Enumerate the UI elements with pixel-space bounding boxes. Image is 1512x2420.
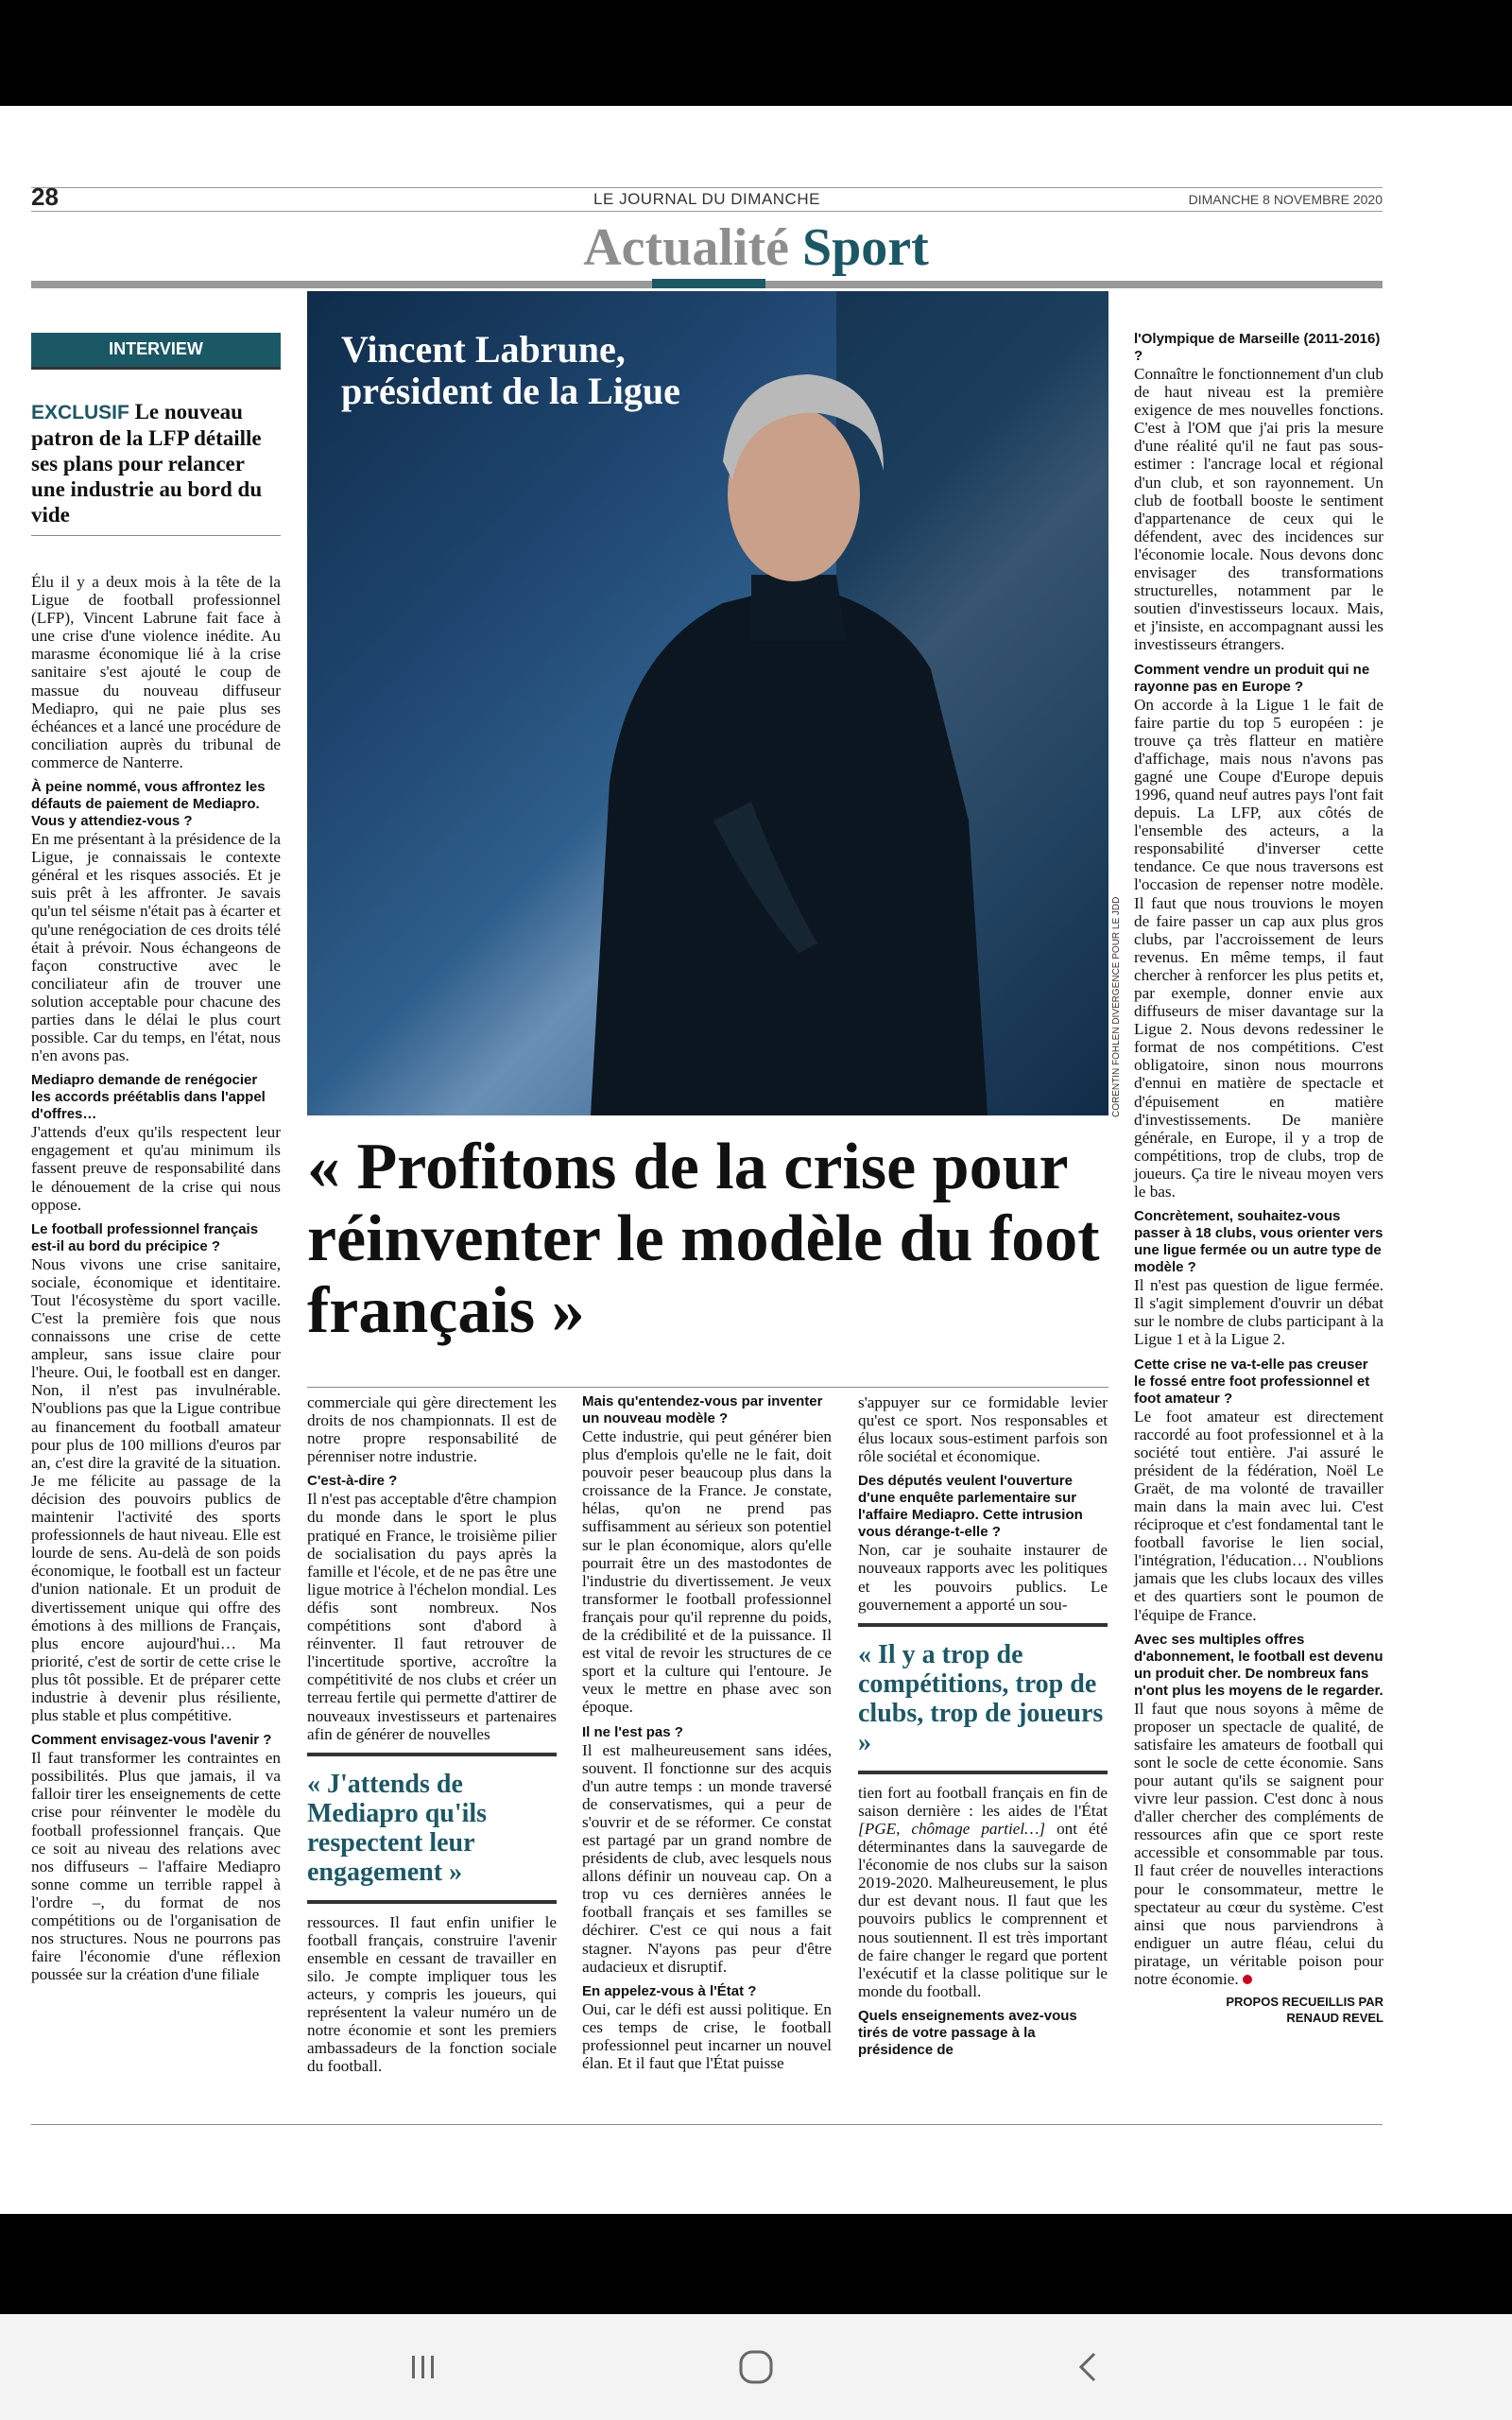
question: Concrètement, souhaitez-vous passer à 18 clubs, vous orienter vers une ligue fermée ou un autre type de modèle ? xyxy=(1134,1208,1383,1276)
photo-credit: CORENTIN FOHLEN DIVERGENCE POUR LE JDD xyxy=(1111,896,1122,1117)
answer-text: tien fort au football français en fin de saison dernière : les aides de l'État xyxy=(858,1783,1108,1820)
recent-apps-icon xyxy=(404,2348,442,2386)
answer-text: ont été déterminantes dans la sauvegarde de l'économie de nos clubs sur la saison 2019-2020. Malheureusement, le plus dur est devant nous. Il faut que les pouvoirs publics le comprennent et nous soutiennent. Il est très important de faire changer le regard que portent l'exécutif et la classe politique sur le monde du football. xyxy=(858,1819,1108,2000)
answer: J'attends d'eux qu'ils respectent leur engagement et qu'au minimum ils fassent preuve de responsabilité dans le dénouement de la crise qui nous oppose. xyxy=(31,1123,281,1214)
answer: Nous vivons une crise sanitaire, sociale, économique et identitaire. Tout l'écosystème du sport vacille. C'est la première fois que nous connaissons une crise de cette ampleur, sans issue claire pour l'heure. Oui, le football est en danger. Non, il n'est pas invulnérable. N'oublions pas que la Ligue contribue au financement du football amateur pour plus de 100 millions d'euros par an, c'est dire la gravité de la situation. Je me félicite au passage de la décision des pouvoirs publics de maintenir l'activité des sports professionnels de haut niveau. Elle est lourde de sens. Au-delà de son poids économique, le football est un facteur d'union nationale. Et un produit de divertissement unique qui offre des émotions à des millions de Français, plus encore aujourd'hui… Ma priorité, c'est de sortir de cette crise le plus tôt possible. Et de préparer cette industrie à devenir plus résiliente, plus stable et plus compétitive. xyxy=(31,1254,281,1725)
answer: ressources. Il faut enfin unifier le football français, construire l'avenir ensemble en cessant de travailler en silo. Je compte impliquer tous les acteurs, y compris les joueurs, qui représentent la valeur numéro un de notre économie et sont les premiers ambassadeurs de la fonction sociale du football. xyxy=(307,1912,557,2076)
column-2 xyxy=(307,1393,557,2080)
question: Mediapro demande de renégocier les accords préétablis dans l'appel d'offres… xyxy=(31,1072,266,1123)
section-part-actualite: Actualité xyxy=(583,218,789,277)
question: Le football professionnel français est-il au bord du précipice ? xyxy=(31,1220,259,1254)
section-title xyxy=(0,217,1512,278)
page-bottom-rule xyxy=(31,2124,1383,2125)
column-5 xyxy=(1134,331,1383,2026)
back-button[interactable] xyxy=(1058,2337,1119,2397)
column-1 xyxy=(31,573,281,1987)
answer: Connaître le fonctionnement d'un club de haut niveau est la première exigence de mes nouvelles fonctions. C'est à l'OM que j'ai pris la mesure d'une réalité qu'il ne faut pas sous-estimer : l'ancrage local et régional d'un club, et son rayonnement. Un club de football booste le sentiment d'appartenance de ceux qui le défendent, avec des incidences sur l'économie locale. Nous devons donc envisager des transformations structurelles, notamment par le soutien d'investisseurs locaux. Mais, et j'insiste, en accompagnant aussi les investisseurs étrangers. xyxy=(1134,365,1383,654)
question: En appelez-vous à l'État ? xyxy=(582,1982,757,1999)
column-3 xyxy=(582,1393,832,2076)
answer: Il faut transformer les contraintes en possibilités. Plus que jamais, il va falloir tirer les enseignements de cette crise pour réinventer le modèle du football professionnel français. Que ce soit au niveau des relations avec nos diffuseurs – l'affaire Mediapro sonne comme un terrible rappel à l'ordre –, du format de nos compétitions ou de l'organisation de nos structures. Nous ne pourrons pas faire l'économie d'une réflexion poussée sur la création d'une filiale xyxy=(31,1749,281,1984)
answer-aside: [PGE, chômage partiel…] xyxy=(858,1819,1046,1838)
answer xyxy=(858,1784,1108,2000)
page-header xyxy=(31,182,1383,212)
photo-headline xyxy=(341,329,680,412)
answer: Oui, car le défi est aussi politique. En ces temps de crise, le football professionnel peut incarner un nouvel élan. Et il faut que l'État puisse xyxy=(582,1999,832,2072)
question: Quels enseignements avez-vous tirés de votre passage à la présidence de xyxy=(858,2007,1077,2058)
interview-tag: INTERVIEW xyxy=(31,333,281,367)
photo-headline-name: Vincent Labrune, xyxy=(341,328,626,371)
tag-underline xyxy=(31,367,281,370)
exclusive-label: EXCLUSIF xyxy=(31,402,129,424)
byline-label: PROPOS RECUEILLIS PAR xyxy=(1226,1995,1383,2010)
question: Comment envisagez-vous l'avenir ? xyxy=(31,1732,272,1749)
section-part-sport: Sport xyxy=(801,218,929,277)
answer-text: Il faut que nous soyons à même de proposer un spectacle de qualité, de satisfaire les amateurs de football qui sont le socle de cette économie. Sans pour autant qu'ils se saignent pour vivre leur passion. C'est donc à nous d'aller chercher des compléments de ressources afin que ce sport reste accessible et consommable par tous. Il faut créer de nouvelles interactions pour le consommateur, mettre le spectateur au cœur du système. C'est ainsi que nous parviendrons à endiguer un autre fléau, celui du piratage, un véritable poison pour notre économie. xyxy=(1134,1699,1383,1989)
article-lead xyxy=(31,399,281,527)
lead-divider xyxy=(31,535,281,536)
end-mark xyxy=(1243,1975,1252,1984)
byline-author: RENAUD REVEL xyxy=(1286,2011,1383,2026)
answer: Il est malheureusement sans idées, souvent. Il fonctionne sur des acquis d'un autre temps : un monde traversé de conservatismes, qui a peur de s'ouvrir et de se réformer. Ce constat est partagé par un grand nombre de présidents de club, avec lesquels nous allons définir un nouveau cap. On a trop vu ces dernières années le football français et ses familles se déchirer. C'est ce qui nous a fait stagner. N'ayons pas peur d'être audacieux et disruptif. xyxy=(582,1740,832,1976)
byline xyxy=(1134,1994,1383,2026)
intro-paragraph: Élu il y a deux mois à la tête de la Ligue de football professionnel (LFP), Vincent Labrune fait face à une crise d'une violence inédite. Au marasme économique lié à la crise sanitaire s'est ajouté le coup de massue du nouveau diffuseur Mediapro, qui ne paie plus ses échéances et a lancé une procédure de conciliation auprès du tribunal de commerce de Nanterre. xyxy=(31,573,281,771)
answer: En me présentant à la présidence de la Ligue, je connaissais le contexte général et les risques associés. Et je suis prêt à les affronter. Je savais qu'un tel séisme n'était pas à écarter et qu'une renégociation de ces droits télé était à prévoir. Nous échangeons de façon constructive avec le conciliateur afin de trouver une solution acceptable pour chacune des parties dans le délai le plus court possible. Car du temps, en l'état, nous n'en avons pas. xyxy=(31,830,281,1065)
question: l'Olympique de Marseille (2011-2016) ? xyxy=(1134,331,1381,364)
answer: Cette industrie, qui peut générer bien plus d'emplois qu'elle ne le fait, doit pouvoir peser beaucoup plus dans la croissance de la France. Je constate, hélas, qu'on ne prend pas suffisamment au sérieux son potentiel sur le plan économique, alors qu'elle pourrait être un des mastodontes de l'industrie du divertissement. Je veux transformer le football professionnel français pour qu'il reprenne du poids, de la crédibilité et de la puissance. Il est vital de revoir les structures de ce sport et la culture qui l'entoure. Je veux le mettre en phase avec son époque. xyxy=(582,1427,832,1717)
title-rule xyxy=(307,1387,1108,1388)
question: À peine nommé, vous affrontez les défauts de paiement de Mediapro. Vous y attendiez-vous ? xyxy=(31,779,266,830)
pull-quote: « Il y a trop de compétitions, trop de clubs, trop de joueurs » xyxy=(858,1623,1108,1774)
answer: On accorde à la Ligue 1 le fait de faire partie du top 5 européen : je trouve ça très flatteur en matière d'affichage, mais nous n'avons pas gagné une Coupe d'Europe depuis 1996, quand neuf autres pays l'ont fait depuis. La LFP, aux côtés de l'ensemble des acteurs, a la responsabilité d'inverser cette tendance. Ce que nous traversons est l'occasion de repenser notre modèle. Il faut que nous trouvions le moyen de faire passer un cap aux plus gros clubs, par l'accroissement de leurs revenus. En même temps, il faut chercher à renforcer les plus petits et, par exemple, donner envie aux diffuseurs de miser davantage sur la Ligue 2. Nous devons redessiner le format de nos compétitions. C'est obligatoire, sinon nous mourrons d'ennui en matière de spectacle et d'épuisement en matière d'investissements. De manière générale, en Europe, il y a trop de compétitions, trop de clubs, trop de joueurs. Ça tire le niveau moyen vers le bas. xyxy=(1134,695,1383,1201)
answer: Il n'est pas acceptable d'être champion du monde dans le sport le plus pratiqué en France, le troisième pilier de socialisation du pays après la famille et l'école, et de ne pas être une ligue motrice à l'échelon mondial. Les défis sont nombreux. Nos compétitions sont d'abord à réinventer. Il faut retrouver de l'incertitude sportive, accroître la compétitivité de nos clubs et créer un terreau fertile qui permette d'attirer de nouveaux investisseurs et partenaires afin de générer de nouvelles xyxy=(307,1490,557,1743)
photo-headline-role: président de la Ligue xyxy=(341,370,680,412)
recent-apps-button[interactable] xyxy=(393,2337,454,2397)
question: Avec ses multiples offres d'abonnement, le football est devenu un produit cher. De nombreux fans n'ont plus les moyens de le regarder. xyxy=(1134,1631,1383,1699)
question: Il ne l'est pas ? xyxy=(582,1723,683,1740)
home-button[interactable] xyxy=(726,2337,786,2397)
lead-text: Le nouveau patron de la LFP détaille ses plans pour relancer une industrie au bord du vide xyxy=(31,400,263,527)
portrait-illustration xyxy=(307,291,1108,1115)
answer: commerciale qui gère directement les droits de nos championnats. Il est de notre propre responsabilité de pérenniser notre industrie. xyxy=(307,1393,557,1466)
answer: s'appuyer sur ce formidable levier qu'est ce sport. Nos responsables et élus locaux sous-estiment parfois son rôle sociétal et économique. xyxy=(858,1393,1108,1466)
status-bar xyxy=(0,0,1512,106)
journal-name: LE JOURNAL DU DIMANCHE xyxy=(593,190,820,208)
navigation-bar xyxy=(0,2314,1512,2420)
column-4 xyxy=(858,1393,1108,2059)
issue-date: DIMANCHE 8 NOVEMBRE 2020 xyxy=(1188,192,1383,207)
question: Des députés veulent l'ouverture d'une enquête parlementaire sur l'affaire Mediapro. Cette intrusion vous dérange-t-elle ? xyxy=(858,1473,1083,1541)
newspaper-page xyxy=(0,106,1512,2214)
question: Cette crise ne va-t-elle pas creuser le fossé entre foot professionnel et foot amateur ? xyxy=(1134,1356,1370,1407)
back-icon xyxy=(1070,2348,1108,2386)
answer: Le foot amateur est directement raccordé au foot professionnel et à la société tout entière. J'ai assuré le président de la fédération, Noël Le Graët, de ma volonté de travailler main dans la main avec lui. C'est réciproque et c'est fondamental tant le football favorise le lien social, l'intégration, l'éducation… N'oublions jamais que les clubs locaux des villes et des quartiers sont le poumon de l'équipe de France. xyxy=(1134,1407,1383,1624)
page-number: 28 xyxy=(31,182,59,211)
answer: Il n'est pas question de ligue fermée. Il s'agit simplement d'ouvrir un débat sur le nombre de clubs participant à la Ligue 1 et à la Ligue 2. xyxy=(1134,1276,1383,1349)
answer: Non, car je souhaite instaurer de nouveaux rapports avec les politiques et les pouvoirs publics. Le gouvernement a apporté un sou- xyxy=(858,1541,1108,1614)
pull-quote: « J'attends de Mediapro qu'ils respectent leur engagement » xyxy=(307,1753,557,1904)
section-rule-accent xyxy=(652,279,765,288)
answer xyxy=(1134,1700,1383,1989)
question: C'est-à-dire ? xyxy=(307,1473,398,1490)
article-title: « Profitons de la crise pour réinventer le modèle du foot français » xyxy=(307,1131,1100,1347)
portrait-photo xyxy=(307,291,1108,1115)
home-icon xyxy=(735,2346,777,2388)
question: Mais qu'entendez-vous par inventer un nouveau modèle ? xyxy=(582,1393,823,1426)
question: Comment vendre un produit qui ne rayonne pas en Europe ? xyxy=(1134,661,1370,695)
